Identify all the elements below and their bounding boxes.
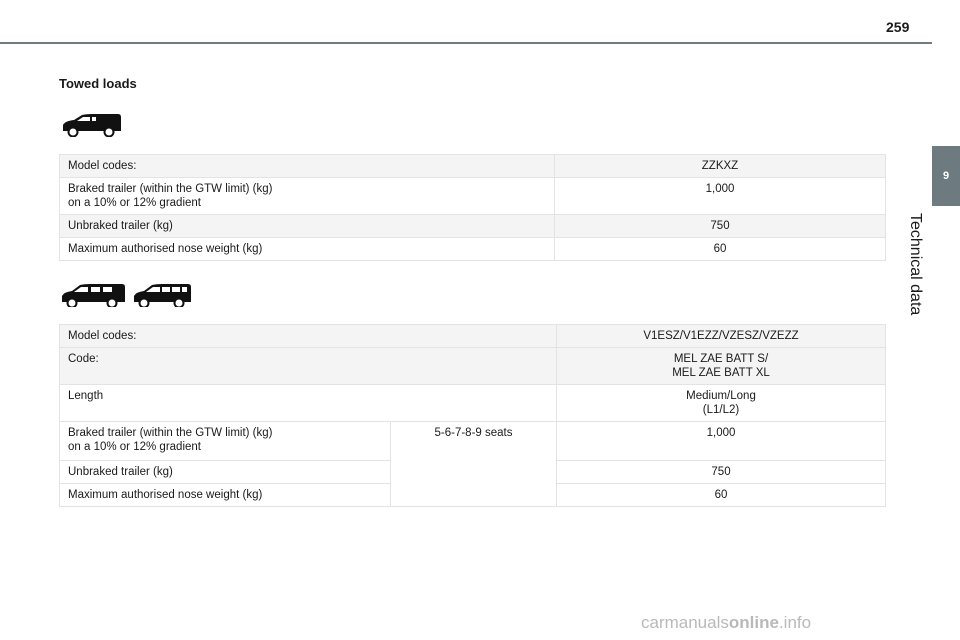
braked-trailer-label-line2: on a 10% or 12% gradient [68,441,201,453]
table-row [60,348,886,385]
chapter-title [902,213,930,333]
braked-trailer-label [60,178,555,215]
length-value-line1: Medium/Long [686,390,756,402]
braked-trailer-label-line1: Braked trailer (within the GTW limit) (kg) [68,183,273,195]
van-icon [60,113,122,137]
chapter-tab[interactable] [932,146,960,206]
nose-weight-value: 60 [557,484,886,507]
model-codes-label: Model codes: [60,325,557,348]
code-label: Code: [60,348,557,385]
braked-trailer-label-line1: Braked trailer (within the GTW limit) (kg) [68,427,273,439]
table-row [60,385,886,422]
header-rule [0,42,932,44]
footer-site-main: online [728,613,779,632]
nose-weight-label: Maximum authorised nose weight (kg) [60,484,391,507]
code-value [557,348,886,385]
unbraked-trailer-value: 750 [557,461,886,484]
nose-weight-label: Maximum authorised nose weight (kg) [60,238,555,261]
length-label: Length [60,385,557,422]
towed-loads-table-1 [59,154,886,261]
table-row [60,215,886,238]
footer-site-suffix: .info [778,613,812,632]
code-value-line2: MEL ZAE BATT XL [672,367,770,379]
length-value [557,385,886,422]
chapter-title-text: Technical data [907,213,924,316]
model-codes-value: ZZKXZ [555,155,886,178]
table-row [60,155,886,178]
braked-trailer-value: 1,000 [557,422,886,461]
braked-trailer-label [60,422,391,461]
table-row [60,325,886,348]
model-codes-label: Model codes: [60,155,555,178]
braked-trailer-value: 1,000 [555,178,886,215]
table-row [60,238,886,261]
minibus-long-icon [132,283,192,307]
page-number: 259 [886,19,910,35]
model-codes-value: V1ESZ/V1EZZ/VZESZ/VZEZZ [557,325,886,348]
towed-loads-table-2 [59,324,886,507]
footer-watermark [641,613,811,633]
footer-site-prefix: carmanuals [641,613,729,632]
unbraked-trailer-value: 750 [555,215,886,238]
chapter-tab-number: 9 [942,170,950,182]
minibus-icon [60,283,126,307]
unbraked-trailer-label: Unbraked trailer (kg) [60,215,555,238]
table-row [60,178,886,215]
length-value-line2: (L1/L2) [702,404,740,416]
seats-value: 5-6-7-8-9 seats [391,422,557,507]
nose-weight-value: 60 [555,238,886,261]
unbraked-trailer-label: Unbraked trailer (kg) [60,461,391,484]
code-value-line1: MEL ZAE BATT S/ [673,353,769,365]
braked-trailer-label-line2: on a 10% or 12% gradient [68,197,201,209]
table-row [60,422,886,461]
section-title: Towed loads [59,76,137,91]
